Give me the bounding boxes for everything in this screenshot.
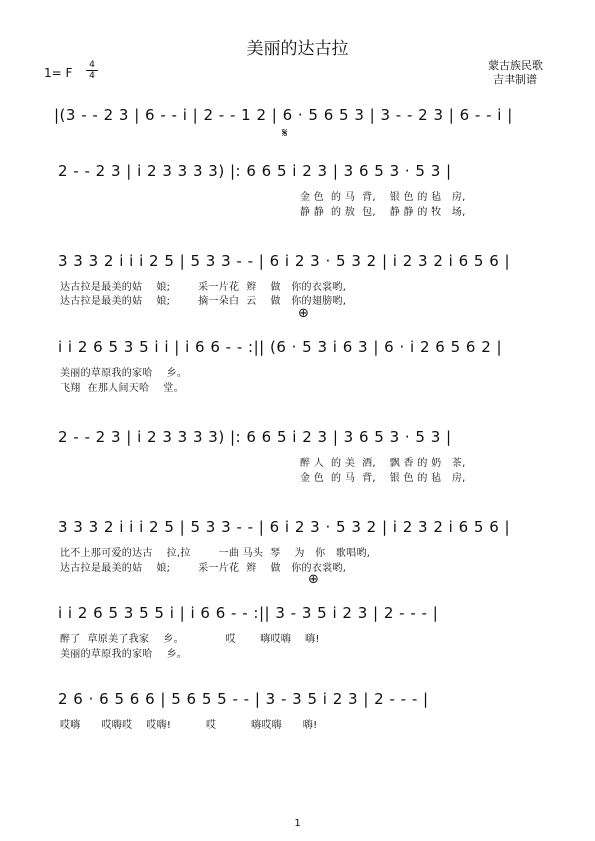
score-system-3-notes: 3 3 3 2 i i i 2 5 | 5 3 3 - - | 6 i 2 3 · 5 3 2 | i 2 3 2 i 6 5 6 |: [58, 252, 511, 270]
score-system-4-notes: i i 2 6 5 3 5 i i | i 6 6 - - :|| (6 · 5 3 i 6 3 | 6 · i 2 6 5 6 2 |: [58, 338, 503, 356]
score-system-6-notes: 3 3 3 2 i i i 2 5 | 5 3 3 - - | 6 i 2 3 · 5 3 2 | i 2 3 2 i 6 5 6 |: [58, 518, 511, 536]
system-4-lyrics-verse-1: 美丽的草原我的家哈 乡。: [60, 368, 188, 379]
time-signature-numerator: 4: [86, 60, 98, 71]
attribution-transcriber: 吉聿制谱: [493, 73, 537, 86]
system-5-lyrics-verse-2: 金 色 的 马 背, 银 色 的 毡 房,: [300, 473, 466, 484]
time-signature-denominator: 4: [89, 71, 95, 81]
score-system-8-notes: 2 6 · 6 5 6 6 | 5 6 5 5 - - | 3 - 3 5 i 2 3 | 2 - - - |: [58, 690, 429, 708]
song-title: 美丽的达古拉: [246, 39, 349, 59]
coda-symbol-2: ⊕: [308, 572, 319, 587]
system-8-lyrics-verse-1: 哎嗨 哎嗨哎 哎嗨! 哎 嗨哎嗨 嗨!: [60, 720, 318, 731]
key-signature: 1= F: [44, 66, 73, 80]
system-7-lyrics-verse-1: 醉了 草原美了我家 乡。 哎 嗨哎嗨 嗨!: [60, 634, 320, 645]
attribution-origin: 蒙古族民歌: [488, 59, 543, 72]
score-system-5-notes: 2 - - 2 3 | i 2 3 3 3 3) |: 6 6 5 i 2 3 | 3 6 5 3 · 5 3 |: [58, 428, 452, 446]
system-5-lyrics-verse-1: 醉 人 的 美 酒, 飘 香 的 奶 茶,: [300, 458, 466, 469]
system-3-lyrics-verse-2: 达古拉是最美的姑 娘; 摘一朵白 云 做 你的翅膀哟,: [60, 296, 347, 307]
system-2-lyrics-verse-2: 静 静 的 敖 包, 静 静 的 牧 场,: [300, 207, 466, 218]
score-system-1-notes: |(3 - - 2 3 | 6 - - i | 2 - - 1 2 | 6 · 5 6 5 3 | 3 - - 2 3 | 6 - - i |: [54, 106, 513, 124]
page-number: 1: [294, 818, 301, 829]
system-6-lyrics-verse-2: 达古拉是最美的姑 娘; 采一片花 辫 做 你的衣裳哟,: [60, 563, 347, 574]
time-signature: [86, 60, 98, 81]
coda-symbol: ⊕: [298, 306, 309, 321]
score-system-2-notes: 2 - - 2 3 | i 2 3 3 3 3) |: 6 6 5 i 2 3 | 3 6 5 3 · 5 3 |: [58, 162, 452, 180]
system-3-lyrics-verse-1: 达古拉是最美的姑 娘; 采一片花 辫 做 你的衣裳哟,: [60, 282, 347, 293]
segno-symbol: 𝄋: [282, 126, 288, 141]
system-4-lyrics-verse-2: 飞翔 在那人间天哈 堂。: [60, 383, 184, 394]
system-6-lyrics-verse-1: 比不上那可爱的达古 拉,拉 一曲 马头 琴 为 你 歌唱哟,: [60, 548, 371, 559]
system-2-lyrics-verse-1: 金 色 的 马 背, 银 色 的 毡 房,: [300, 192, 466, 203]
system-7-lyrics-verse-2: 美丽的草原我的家哈 乡。: [60, 649, 188, 660]
score-system-7-notes: i i 2 6 5 3 5 5 i | i 6 6 - - :|| 3 - 3 5 i 2 3 | 2 - - - |: [58, 604, 439, 622]
